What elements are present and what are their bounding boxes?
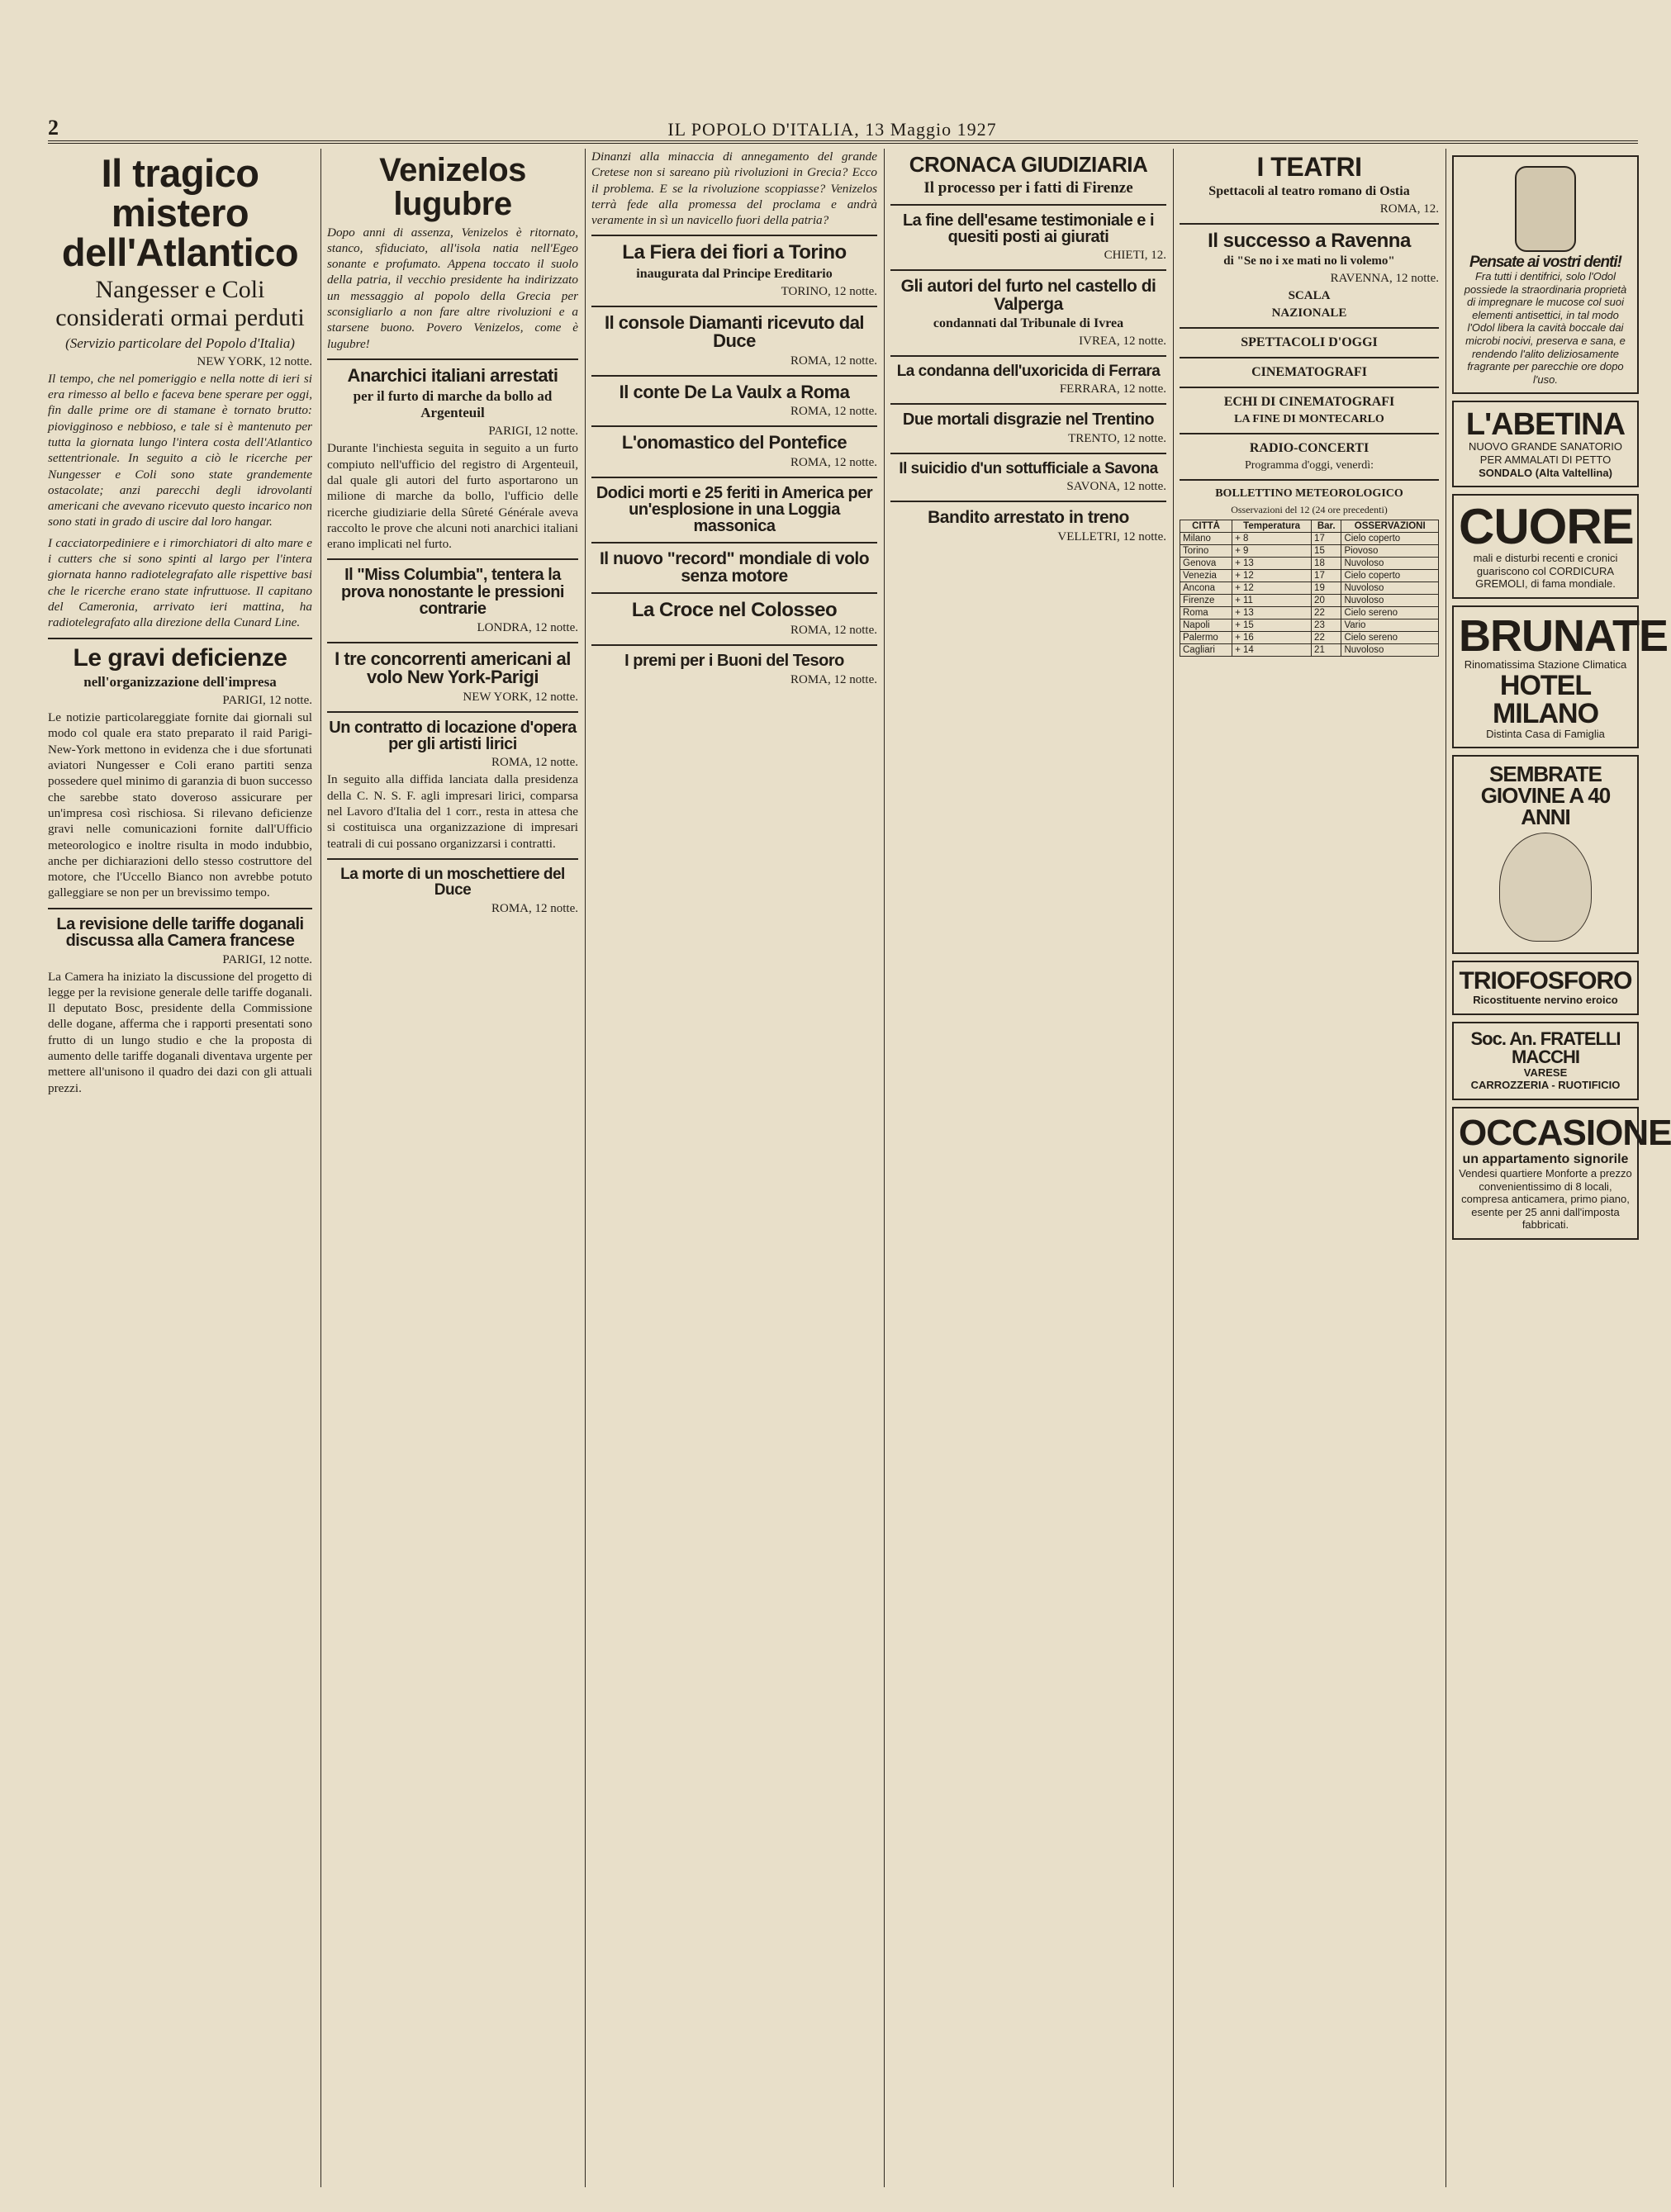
section-nazionale: NAZIONALE [1271, 306, 1347, 320]
meteo-cell: 20 [1312, 595, 1341, 607]
subhead-fiera: inaugurata dal Principe Ereditario [636, 266, 833, 281]
subhead-anarchici: per il furto di marche da bollo ad Argenteuil [353, 388, 553, 421]
meteo-cell: 22 [1312, 607, 1341, 619]
meteo-cell: Palermo [1180, 632, 1232, 644]
ad-giovine [1452, 755, 1639, 954]
dateline-ravenna: RAVENNA, 12 notte. [1330, 272, 1439, 286]
article-deficienze: Le notizie particolareggiate fornite dai giornali sul modo col quale era stato preparato il raid Parigi-New-York mettono in evidenza che i due sfortunati aviatori Nungesser e Coli erano partiti senza possedere quel minimo di garanzia di buon successo che sarebbe stato doveroso assicurare per un'impresa così rischiosa. Si rilevano deficienze gravi nelle comunicazioni fornite dall'Ufficio meteorologico e inoltre risulta in modo indubbio, anche per dichiarazioni dello stesso costruttore del motore, che l'Uccello Bianco non avrebbe potuto galleggiare se non per un brevissimo tempo. [48, 710, 312, 900]
meteo-cell: Nuvoloso [1341, 595, 1439, 607]
dateline-roma-diamanti: ROMA, 12 notte. [790, 354, 877, 368]
meteo-cell: + 12 [1232, 582, 1312, 595]
meteo-cell: + 15 [1232, 619, 1312, 632]
headline-ferrara: La condanna dell'uxoricida di Ferrara [896, 363, 1161, 381]
headline-valperga: Gli autori del furto nel castello di Valperga [900, 277, 1156, 314]
meteo-cell: Cagliari [1180, 644, 1232, 657]
meteo-cell: Cielo sereno [1341, 632, 1439, 644]
ad-hotel-text: Distinta Casa di Famiglia [1486, 727, 1605, 740]
echi-sub: LA FINE DI MONTECARLO [1234, 413, 1384, 426]
dateline-roma-contratto: ROMA, 12 notte. [491, 756, 578, 770]
meteo-header: Bar. [1312, 520, 1341, 533]
column-3 [591, 149, 877, 2187]
masthead [48, 106, 1638, 144]
ad-cuore [1452, 494, 1639, 599]
ad-brunate [1452, 605, 1668, 748]
page-number: 2 [48, 116, 59, 140]
meteo-cell: + 9 [1232, 545, 1312, 558]
headline-ravenna: Il successo a Ravenna [1208, 229, 1411, 252]
column-5 [1180, 149, 1439, 2187]
dateline-roma-premi: ROMA, 12 notte. [790, 672, 877, 686]
ad-abetina-place: SONDALO (Alta Valtellina) [1479, 466, 1612, 479]
article-venizelos: Dopo anni di assenza, Venizelos è ritornato, stanco, sfiduciato, all'isola natia nell'Egeo sonante e profumato. Appena toccato il suolo della patria, il vecchio presidente ha indirizzato un messaggio al popolo della Grecia per sconsigliarlo a non fare altre rivoluzioni e a starsene buono. Povero Venizelos, come è lugubre! [327, 225, 578, 351]
meteo-cell: + 12 [1232, 570, 1312, 582]
dateline-roma-vaulx: ROMA, 12 notte. [790, 405, 877, 419]
headline-esame: La fine dell'esame testimoniale e i quesiti posti ai giurati [902, 211, 1155, 246]
headline-savona: Il suicidio d'un sottufficiale a Savona [899, 459, 1158, 477]
dateline-velletri: VELLETRI, 12 notte. [1057, 529, 1166, 544]
meteo-cell: 23 [1312, 619, 1341, 632]
headline-onomastico: L'onomastico del Pontefice [621, 432, 847, 453]
dateline-parigi: PARIGI, 12 notte. [222, 694, 312, 708]
dateline-ivrea: IVREA, 12 notte. [1079, 335, 1166, 349]
meteo-cell: Cielo coperto [1341, 570, 1439, 582]
ad-abetina-text: NUOVO GRANDE SANATORIO PER AMMALATI DI PETTO [1469, 440, 1622, 466]
article-contratto: In seguito alla diffida lanciata dalla presidenza della C. N. S. F. agli impresari lirici, comparsa nel Lavoro d'Italia del 1 corr., resta in attesa che si costituisca una organizzazione di impresari teatrali di cui possano organizzarsi i contratti. [327, 772, 578, 851]
meteo-cell: 19 [1312, 582, 1341, 595]
ad-odol [1452, 155, 1639, 394]
meteo-cell: Torino [1180, 545, 1232, 558]
meteo-title: BOLLETTINO METEOROLOGICO [1215, 487, 1403, 501]
subhead-deficienze: nell'organizzazione dell'impresa [83, 674, 277, 691]
ad-brunate-sub: Rinomatissima Stazione Climatica [1464, 657, 1627, 671]
meteo-cell: 17 [1312, 533, 1341, 545]
subhead-nungesser: Nangesser e Coli considerati ormai perduti [55, 275, 305, 331]
headline-concorrenti: I tre concorrenti americani al volo New York-Parigi [335, 648, 571, 688]
ad-brunate-title: BRUNATE [1459, 610, 1668, 661]
headline-trentino: Due mortali disgrazie nel Trentino [902, 411, 1155, 430]
column-2 [327, 149, 578, 2187]
headline-diamanti: Il console Diamanti ricevuto dal Duce [604, 311, 865, 352]
ad-macchi-sub: CARROZZERIA - RUOTIFICIO [1470, 1079, 1621, 1092]
article-venizelos-cont: Dinanzi alla minaccia di annegamento del grande Cretese non si sareano più rivoluzioni in Grecia? Ecco il problema. E se la rivoluzione scoppiasse? Venizelos terrà fede alla promessa del proclama e andrà veramente in sì un navicello fuori della patria? [591, 150, 877, 228]
ad-odol-title: Pensate ai vostri denti! [1469, 254, 1621, 271]
headline-cronaca: CRONACA GIUDIZIARIA [909, 152, 1148, 177]
ad-macchi [1452, 1022, 1639, 1100]
meteo-cell: Ancona [1180, 582, 1232, 595]
section-echi: ECHI DI CINEMATOGRAFI [1223, 395, 1395, 410]
section-radio: RADIO-CONCERTI [1249, 441, 1370, 456]
meteo-cell: 17 [1312, 570, 1341, 582]
dateline-roma-onomastico: ROMA, 12 notte. [790, 455, 877, 469]
meteo-cell: + 16 [1232, 632, 1312, 644]
article-body: I cacciatorpediniere e i rimorchiatori di alto mare e i cutters che si sono spinti al largo per l'intera giornata hanno radiotelegrafato alle rispettive basi che le ricerche erano state infruttuose. Il capitano del Cameronia, arrivato ieri mattina, ha radiotelegrafato alla direzione della Cunard Line. [48, 535, 312, 630]
meteo-cell: Nuvoloso [1341, 644, 1439, 657]
ad-abetina-title: L'ABETINA [1465, 407, 1626, 443]
meteo-cell: + 13 [1232, 558, 1312, 570]
dateline-londra: LONDRA, 12 notte. [477, 620, 578, 634]
meteo-row [1180, 619, 1439, 632]
headline-teatri: I TEATRI [1256, 152, 1362, 182]
headline-bandito: Bandito arrestato in treno [928, 508, 1129, 528]
meteo-row [1180, 644, 1439, 657]
meteo-sub: Osservazioni del 12 (24 ore precedenti) [1231, 504, 1388, 516]
meteo-cell: Roma [1180, 607, 1232, 619]
dateline-newyork-2: NEW YORK, 12 notte. [463, 690, 578, 704]
section-scala: SCALA [1288, 289, 1331, 303]
meteo-row [1180, 570, 1439, 582]
ad-triofosforo-sub: Ricostituente nervino eroico [1473, 994, 1618, 1007]
dateline-anarchici: PARIGI, 12 notte. [488, 425, 578, 439]
headline-venizelos: Venizelos lugubre [379, 152, 526, 222]
meteo-row [1180, 558, 1439, 570]
dateline-torino: TORINO, 12 notte. [781, 284, 877, 298]
column-4 [890, 149, 1166, 2187]
meteo-header: OSSERVAZIONI [1341, 520, 1439, 533]
ad-occasione [1452, 1107, 1671, 1240]
column-1 [48, 149, 312, 2187]
headline-vaulx: Il conte De La Vaulx a Roma [619, 381, 850, 402]
ad-occasione-sub: un appartamento signorile [1462, 1151, 1629, 1166]
meteo-cell: 21 [1312, 644, 1341, 657]
article-anarchici: Durante l'inchiesta seguita in seguito a un furto compiuto nell'ufficio del registro di Argenteuil, dal quale gli autori del furto asportarono un milione di marche da bollo, l'ufficio delle ricerche giudiziarie della Sûreté Générale aveva raccolto le prove che alcuni noti anarchici italiani erano implicati nel furto. [327, 441, 578, 552]
ad-triofosforo [1452, 961, 1639, 1015]
article-tariffe: La Camera ha iniziato la discussione del progetto di legge per la revisione generale delle tariffe doganali. Il deputato Bosc, presidente della Commissione delle dogane, afferma che i rapporti presentati sono frutto di un lungo studio e che la proposta di aumento delle tariffe doganali diventava urgente per mettere all'unisono il quadro dei dazi con gli attuali prezzi. [48, 969, 312, 1095]
headline-moschettiere: La morte di un moschettiere del Duce [340, 865, 565, 900]
ad-cuore-title: CUORE [1459, 499, 1634, 555]
meteo-cell: + 11 [1232, 595, 1312, 607]
meteo-row [1180, 545, 1439, 558]
ad-occasione-text: Vendesi quartiere Monforte a prezzo convenientissimo di 8 locali, compresa anticamera, primo piano, esente per 25 anni dall'imposta fabbricati. [1459, 1167, 1632, 1232]
meteo-cell: 22 [1312, 632, 1341, 644]
subhead-valperga: condannati dal Tribunale di Ivrea [933, 316, 1124, 331]
ad-cuore-text: mali e disturbi recenti e cronici guariscono col CORDICURA GREMOLI, di fama mondiale. [1473, 552, 1618, 591]
ad-triofosforo-title: TRIOFOSFORO [1459, 967, 1632, 995]
meteo-cell: Nuvoloso [1341, 558, 1439, 570]
meteo-row [1180, 582, 1439, 595]
meteo-header: CITTÀ [1180, 520, 1232, 533]
meteo-cell: Firenze [1180, 595, 1232, 607]
meteo-cell: Piovoso [1341, 545, 1439, 558]
meteo-cell: 18 [1312, 558, 1341, 570]
meteo-cell: Nuvoloso [1341, 582, 1439, 595]
meteo-cell: Vario [1341, 619, 1439, 632]
dateline-roma-moschettiere: ROMA, 12 notte. [491, 901, 578, 915]
woman-portrait-icon [1499, 833, 1592, 942]
ad-abetina [1452, 401, 1639, 487]
dateline-ferrara: FERRARA, 12 notte. [1059, 382, 1166, 396]
dateline-ostia: ROMA, 12. [1379, 202, 1439, 216]
meteo-cell: Napoli [1180, 619, 1232, 632]
subhead-ostia: Spettacoli al teatro romano di Ostia [1208, 183, 1410, 198]
radio-sub: Programma d'oggi, venerdì: [1244, 459, 1374, 472]
ad-giovine-title: SEMBRATE GIOVINE A 40 ANNI [1480, 762, 1611, 830]
dateline-roma-croce: ROMA, 12 notte. [790, 624, 877, 638]
ad-occasione-title: OCCASIONE [1459, 1112, 1671, 1153]
subhead-ravenna: di "Se no i xe mati no li volemo" [1223, 254, 1395, 268]
meteo-cell: + 14 [1232, 644, 1312, 657]
ad-macchi-title: Soc. An. FRATELLI MACCHI [1470, 1028, 1621, 1067]
headline-deficienze: Le gravi deficienze [73, 643, 287, 672]
section-spettacoli: SPETTACOLI D'OGGI [1241, 335, 1378, 350]
ad-hotel-title: HOTEL MILANO [1492, 669, 1599, 729]
ad-odol-text: Fra tutti i dentifrici, solo l'Odol possiede la straordinaria proprietà di impregnare le mucose col suoi elementi antisettici, in tal modo l'Odol libera la cavità boccale dai microbi nocivi, preserva e sana, e rendendo l'alito deliziosamente fragrante per parecchie ore dopo l'uso. [1464, 270, 1627, 386]
meteo-cell: Venezia [1180, 570, 1232, 582]
headline-contratto: Un contratto di locazione d'opera per gli artisti lirici [329, 718, 577, 753]
section-cinema: CINEMATOGRAFI [1251, 365, 1367, 380]
column-6-ads [1452, 149, 1671, 2187]
odol-bottle-icon [1515, 166, 1576, 252]
meteo-row [1180, 595, 1439, 607]
meteo-cell: + 8 [1232, 533, 1312, 545]
headline-atlantico: Il tragico mistero dell'Atlantico [61, 151, 299, 274]
meteo-cell: Genova [1180, 558, 1232, 570]
dateline-parigi-2: PARIGI, 12 notte. [222, 952, 312, 966]
masthead-title: IL POPOLO D'ITALIA, 13 Maggio 1927 [667, 119, 997, 140]
headline-croce: La Croce nel Colosseo [631, 598, 838, 621]
headline-esplosione: Dodici morti e 25 feriti in America per un'esplosione in una Loggia massonica [596, 483, 873, 536]
meteo-cell: Milano [1180, 533, 1232, 545]
dateline-trento: TRENTO, 12 notte. [1068, 431, 1166, 445]
headline-fiera: La Fiera dei fiori a Torino [622, 241, 847, 264]
meteo-cell: Cielo sereno [1341, 607, 1439, 619]
byline: (Servizio particolare del Popolo d'Italia) [65, 335, 295, 351]
meteo-cell: Cielo coperto [1341, 533, 1439, 545]
meteo-cell: + 13 [1232, 607, 1312, 619]
article-lead: Il tempo, che nel pomeriggio e nella notte di ieri si era rimesso al bello e faceva bene sperare per oggi, fin dalle prime ore di stamane è tornato brutto: piovigginoso e nebbioso, e tale si è mantenuto per tutta la giornata lungo l'intera costa dell'Atlantico settentrionale. In seguito a ciò le ricerche per Nungesser e Coli sono state grandemente ostacolate; anzi parecchi degli idrovolanti americani che avevano ricevuto questo incarico non sono stati in grado di uscire dal loro hangar. [48, 371, 312, 529]
subhead-firenze: Il processo per i fatti di Firenze [923, 178, 1133, 197]
meteo-row [1180, 607, 1439, 619]
ad-macchi-city: VARESE [1523, 1066, 1568, 1079]
headline-tariffe: La revisione delle tariffe doganali discussa alla Camera francese [56, 914, 304, 951]
dateline-newyork: NEW YORK, 12 notte. [197, 354, 312, 368]
meteo-cell: 15 [1312, 545, 1341, 558]
meteo-header: Temperatura [1232, 520, 1312, 533]
meteo-row [1180, 632, 1439, 644]
headline-premi: I premi per i Buoni del Tesoro [624, 652, 844, 671]
headline-record: Il nuovo "record" mondiale di volo senza motore [599, 548, 870, 586]
headline-miss-columbia: Il "Miss Columbia", tentera la prova nonostante le pressioni contrarie [340, 566, 564, 619]
dateline-chieti: CHIETI, 12. [1104, 249, 1166, 263]
dateline-savona: SAVONA, 12 notte. [1066, 480, 1166, 494]
headline-anarchici: Anarchici italiani arrestati [347, 364, 558, 386]
meteo-row [1180, 533, 1439, 545]
meteo-table [1180, 520, 1439, 657]
